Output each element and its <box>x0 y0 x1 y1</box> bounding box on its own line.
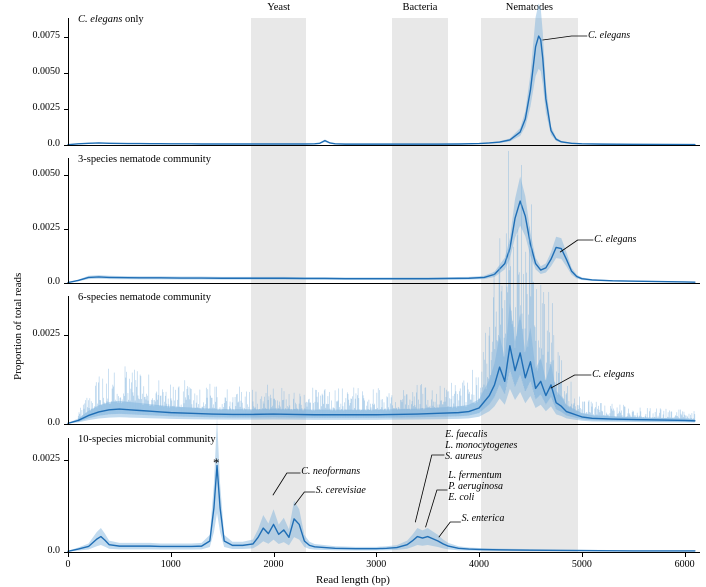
y-ticklabel-1-2: 0.0050 <box>32 65 60 77</box>
annotation-line: L. fermentum <box>448 470 502 481</box>
x-tick-0 <box>68 553 69 557</box>
x-axis-panel-4 <box>68 552 700 553</box>
x-axis-panel-3 <box>68 424 700 425</box>
annotation-line: S. enterica <box>461 513 505 524</box>
y-tick-1-2 <box>64 73 68 74</box>
x-ticklabel-5: 5000 <box>571 559 592 570</box>
y-axis-panel-2 <box>68 158 69 284</box>
annotation-c-elegans-p3: C. elegans <box>592 369 635 380</box>
x-ticklabel-1: 1000 <box>160 559 181 570</box>
y-ticklabel-1-0: 0.0 <box>47 138 60 149</box>
annotation-line: P. aeruginosa <box>448 481 504 492</box>
y-axis-panel-3 <box>68 296 69 425</box>
panel-title-2: 3-species nematode community <box>78 154 211 165</box>
y-ticklabel-3-1: 0.0025 <box>32 328 60 340</box>
y-ticklabel-2-1: 0.0025 <box>32 222 60 234</box>
y-tick-4-1 <box>64 460 68 461</box>
y-axis-title: Proportion of total reads <box>12 272 24 380</box>
panel-title-rest: only <box>122 14 144 25</box>
x-ticklabel-2: 2000 <box>263 559 284 570</box>
annotation-c-elegans-p1: C. elegans <box>587 30 631 41</box>
band-label-yeast: Yeast <box>267 2 291 13</box>
panel-title-3: 6-species nematode community <box>78 292 211 303</box>
y-ticklabel-3-0: 0.0 <box>47 417 60 428</box>
y-ticklabel-1-3: 0.0075 <box>32 29 60 41</box>
series-1 <box>68 3 695 144</box>
annotation-line: S. aureus <box>445 451 482 462</box>
y-tick-1-3 <box>64 37 68 38</box>
y-ticklabel-1-1: 0.0025 <box>32 101 60 113</box>
band-label-nematodes: Nematodes <box>505 2 554 13</box>
annotation-line: L. monocytogenes <box>445 440 518 451</box>
y-ticklabel-4-1: 0.0025 <box>32 453 60 465</box>
x-axis-panel-2 <box>68 283 700 284</box>
x-tick-4 <box>479 553 480 557</box>
y-tick-2-1 <box>64 229 68 230</box>
x-tick-2 <box>274 553 275 557</box>
y-tick-1-0 <box>64 145 68 146</box>
y-tick-3-1 <box>64 335 68 336</box>
y-tick-2-0 <box>64 283 68 284</box>
y-tick-2-2 <box>64 175 68 176</box>
x-tick-3 <box>376 553 377 557</box>
series-3 <box>68 151 695 424</box>
annotation-line: E. faecalis <box>445 429 488 440</box>
x-axis-title: Read length (bp) <box>316 574 390 586</box>
annotation-bacteria-group-1 <box>445 429 517 462</box>
y-ticklabel-2-0: 0.0 <box>47 276 60 287</box>
annotation-bacteria-group-3 <box>462 513 505 524</box>
series-2 <box>68 177 695 283</box>
annotation-bacteria-group-2 <box>448 470 503 503</box>
y-ticklabel-4-0: 0.0 <box>47 545 60 556</box>
annotation-c-neoformans: C. neoformans <box>301 466 361 477</box>
y-axis-panel-4 <box>68 438 69 553</box>
x-axis-panel-1 <box>68 145 700 146</box>
band-label-bacteria: Bacteria <box>402 2 438 13</box>
y-tick-3-0 <box>64 424 68 425</box>
y-ticklabel-2-2: 0.0050 <box>32 168 60 180</box>
y-axis-panel-1 <box>68 18 69 146</box>
x-tick-1 <box>171 553 172 557</box>
y-tick-1-1 <box>64 109 68 110</box>
asterisk-marker: * <box>213 455 220 470</box>
panel-title-4: 10-species microbial community <box>78 434 216 445</box>
annotation-line: E. coli <box>448 492 475 503</box>
panel-title-species: C. elegans <box>78 14 123 25</box>
annotation-s-cerevisiae: S. cerevisiae <box>315 485 366 496</box>
x-ticklabel-6: 6000 <box>674 559 695 570</box>
x-ticklabel-0: 0 <box>65 559 71 570</box>
x-tick-6 <box>685 553 686 557</box>
panel-title-1 <box>78 14 144 25</box>
x-ticklabel-4: 4000 <box>469 559 490 570</box>
x-tick-5 <box>582 553 583 557</box>
annotation-c-elegans-p2: C. elegans <box>594 234 637 245</box>
x-ticklabel-3: 3000 <box>366 559 387 570</box>
